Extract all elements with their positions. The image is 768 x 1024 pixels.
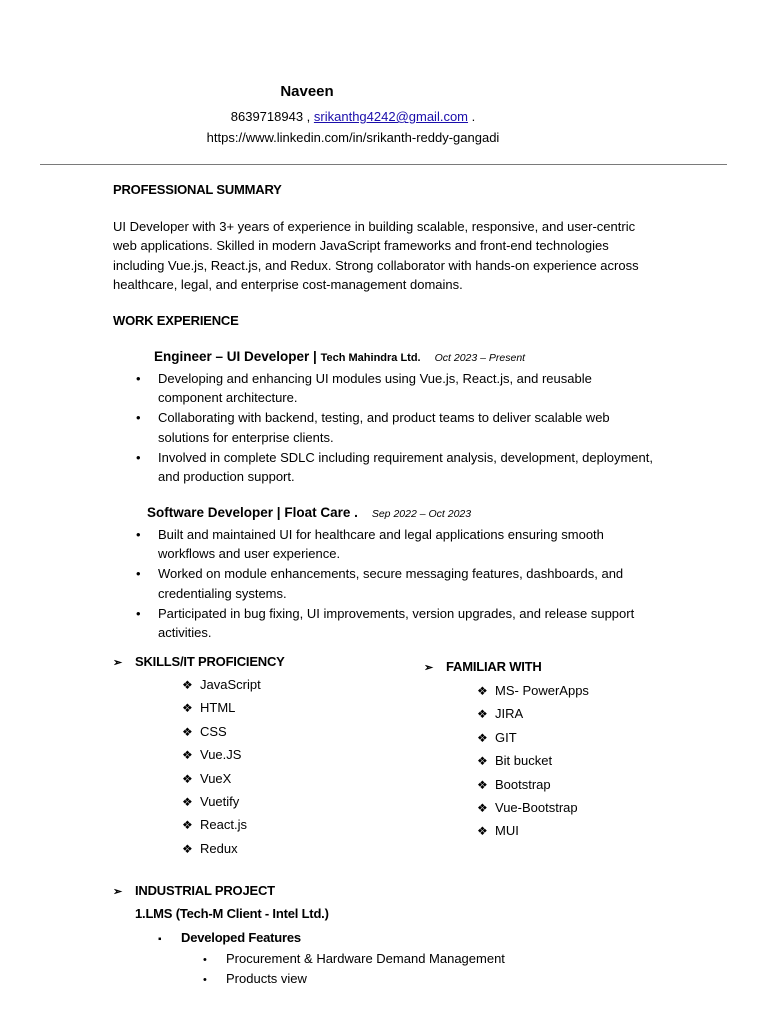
arrow-icon: ➢: [113, 886, 123, 898]
diamond-icon: ❖: [477, 777, 488, 792]
diamond-icon: ❖: [477, 707, 488, 722]
list-item: • Participated in bug fixing, UI improvements, version upgrades, and release support activities.: [136, 605, 635, 641]
diamond-icon: ❖: [182, 678, 193, 692]
skills-heading-row: [113, 654, 285, 669]
contact-trailing: .: [468, 109, 476, 124]
list-item: • Worked on module enhancements, secure messaging features, dashboards, and credentialing systems.: [136, 566, 624, 601]
familiar-heading-row: [424, 659, 542, 674]
bullet-icon: •: [136, 527, 141, 542]
job-title-1: Engineer – UI Developer |: [154, 349, 321, 364]
list-item: ❖ Vue.JS: [182, 743, 261, 766]
diamond-icon: ❖: [477, 754, 488, 769]
features-heading: Developed Features: [181, 930, 301, 945]
email-link[interactable]: srikanthg4242@gmail.com: [313, 109, 469, 124]
diamond-icon: ❖: [477, 730, 488, 745]
list-item: ❖ Vuetify: [182, 790, 261, 813]
list-item: ❖ MS- PowerApps: [477, 679, 589, 702]
bullet-icon: •: [203, 954, 207, 966]
features-heading-row: [158, 930, 301, 945]
bullet-icon: •: [136, 605, 141, 621]
list-item: ❖ CSS: [182, 720, 261, 743]
summary-text: UI Developer with 3+ years of experience in building scalable, responsive, and user-centric web applications. Skilled in modern JavaScript frameworks and front-end technologies including Vue.js, React.js, and Redux. Strong collaborator with hands-on experience across healthcare, legal, and enterprise cost-management domains.: [113, 219, 639, 293]
bullet-icon: •: [136, 410, 141, 426]
list-item: • Collaborating with backend, testing, and product teams to deliver scalable web solutions for enterprise clients.: [136, 410, 610, 445]
list-item: ❖ HTML: [182, 696, 261, 719]
job-bullets-1: [136, 369, 656, 487]
list-item: ❖ Vue-Bootstrap: [477, 796, 589, 819]
diamond-icon: ❖: [182, 818, 193, 833]
list-item: ❖ JIRA: [477, 702, 589, 725]
job-bullets-2: [136, 525, 656, 643]
diamond-icon: ❖: [182, 748, 193, 763]
list-item: • Developing and enhancing UI modules using Vue.js, React.js, and reusable component architecture.: [136, 371, 592, 406]
list-item: ❖ Bootstrap: [477, 773, 589, 796]
diamond-icon: ❖: [477, 684, 488, 698]
project-heading-row: [113, 883, 275, 898]
familiar-heading: FAMILIAR WITH: [446, 659, 542, 674]
experience-heading: WORK EXPERIENCE: [113, 313, 239, 328]
diamond-icon: ❖: [182, 771, 193, 786]
phone-number: 8639718943: [230, 109, 304, 124]
familiar-list: [477, 679, 589, 843]
diamond-icon: ❖: [182, 794, 193, 809]
list-item: ❖ VueX: [182, 767, 261, 790]
list-item: • Products view: [203, 969, 505, 989]
contact-separator: ,: [303, 109, 314, 124]
job-dates-2: Sep 2022 – Oct 2023: [371, 508, 472, 520]
job-header-2: [147, 505, 471, 520]
job-header-1: [154, 349, 525, 364]
list-item: • Built and maintained UI for healthcare and legal applications ensuring smooth workflows and user experience.: [136, 527, 604, 562]
bullet-icon: •: [136, 566, 141, 582]
contact-line: [0, 109, 706, 124]
diamond-icon: ❖: [182, 701, 193, 716]
features-list: [203, 949, 505, 988]
list-item: ❖ MUI: [477, 819, 589, 842]
diamond-icon: ❖: [182, 841, 193, 856]
job-title-2: Software Developer | Float Care .: [147, 505, 358, 520]
arrow-icon: ➢: [113, 657, 123, 669]
bullet-icon: •: [136, 449, 141, 465]
summary-heading: PROFESSIONAL SUMMARY: [113, 182, 282, 197]
candidate-name: Naveen: [280, 83, 334, 100]
linkedin-url: https://www.linkedin.com/in/srikanth-reddy-gangadi: [206, 130, 500, 145]
list-item: ❖ React.js: [182, 813, 261, 836]
list-item: ❖ Bit bucket: [477, 749, 589, 772]
skills-heading: SKILLS/IT PROFICIENCY: [135, 654, 285, 669]
job-dates-1: Oct 2023 – Present: [434, 352, 526, 364]
square-bullet-icon: ▪: [158, 934, 162, 945]
job-company-1: Tech Mahindra Ltd.: [320, 352, 421, 364]
list-item: ❖ JavaScript: [182, 673, 261, 696]
list-item: ❖ Redux: [182, 837, 261, 860]
diamond-icon: ❖: [477, 800, 488, 815]
project-heading: INDUSTRIAL PROJECT: [135, 883, 275, 898]
list-item: • Procurement & Hardware Demand Management: [203, 949, 505, 969]
bullet-icon: •: [203, 973, 207, 986]
header-divider: [40, 164, 727, 165]
project-name: 1.LMS (Tech-M Client - Intel Ltd.): [135, 906, 329, 921]
list-item: • Involved in complete SDLC including requirement analysis, development, deployment, and production support.: [136, 449, 653, 485]
diamond-icon: ❖: [182, 724, 193, 739]
bullet-icon: •: [136, 371, 141, 386]
list-item: ❖ GIT: [477, 726, 589, 749]
diamond-icon: ❖: [477, 824, 488, 839]
arrow-icon: ➢: [424, 662, 434, 674]
skills-list: [182, 673, 261, 860]
